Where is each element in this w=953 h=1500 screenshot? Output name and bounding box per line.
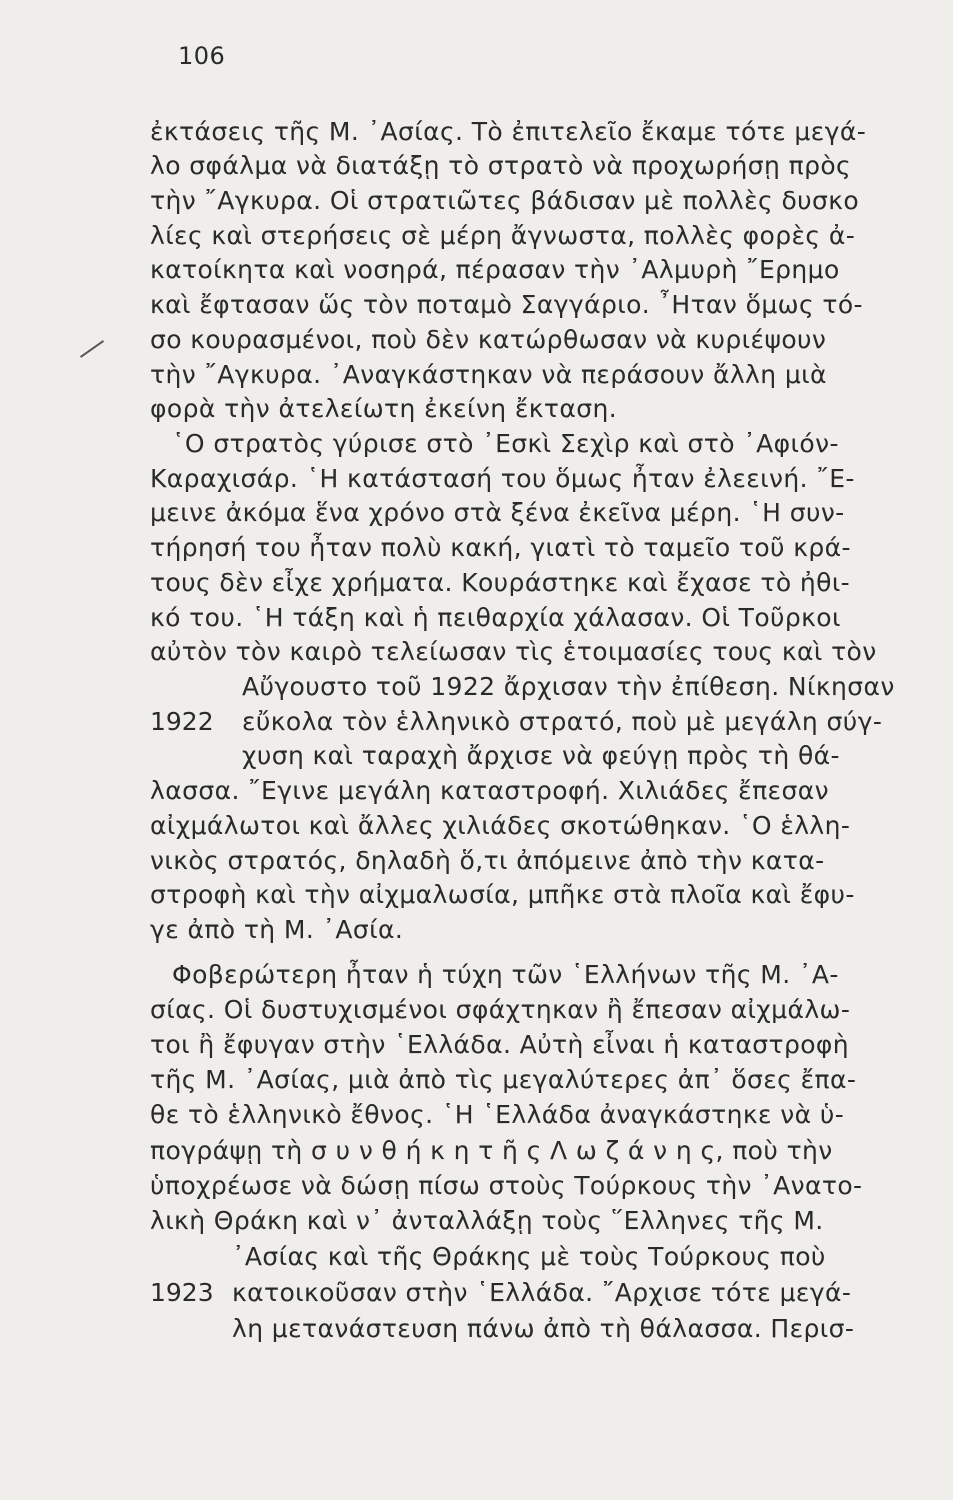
- text-line: κό του. ῾Η τάξη καὶ ἡ πειθαρχία χάλασαν. Οἱ Τοῦρκοι: [150, 603, 841, 632]
- text-line: λικὴ Θράκη καὶ ν᾿ ἀνταλλάξῃ τοὺς ῞Ελληνες τῆς Μ.: [150, 1206, 824, 1235]
- text-line: λο σφάλμα νὰ διατάξῃ τὸ στρατὸ νὰ προχωρήσῃ πρὸς: [150, 151, 852, 180]
- text-line: σίας. Οἱ δυστυχισμένοι σφάχτηκαν ἢ ἔπεσαν αἰχμάλω-: [150, 995, 851, 1024]
- text-line: Φοβερώτερη ἦταν ἡ τύχη τῶν ῾Ελλήνων τῆς Μ. ᾿Α-: [172, 960, 839, 989]
- text-line: θε τὸ ἑλληνικὸ ἔθνος. ῾Η ῾Ελλάδα ἀναγκάστηκε νὰ ὑ-: [150, 1100, 845, 1129]
- text-line: τήρησή του ἦταν πολὺ κακή, γιατὶ τὸ ταμεῖο τοῦ κρά-: [150, 533, 851, 562]
- text-line: σο κουρασμένοι, ποὺ δὲν κατώρθωσαν νὰ κυριέψουν: [150, 325, 827, 354]
- text-line: ἐκτάσεις τῆς Μ. ᾿Ασίας. Τὸ ἐπιτελεῖο ἔκαμε τότε μεγά-: [150, 117, 867, 146]
- margin-year: 1923: [150, 1278, 214, 1307]
- text-line: τοι ἢ ἔφυγαν στὴν ῾Ελλάδα. Αὐτὴ εἶναι ἡ καταστροφὴ: [150, 1030, 850, 1059]
- text-line: μεινε ἀκόμα ἕνα χρόνο στὰ ξένα ἐκεῖνα μέρη. ῾Η συν-: [150, 498, 845, 527]
- text-line: χυση καὶ ταραχὴ ἄρχισε νὰ φεύγῃ πρὸς τὴ θά-: [242, 741, 840, 770]
- margin-year: 1922: [150, 707, 214, 736]
- text-line: τῆς Μ. ᾿Ασίας, μιὰ ἀπὸ τὶς μεγαλύτερες ἀπ᾿ ὅσες ἔπα-: [150, 1065, 857, 1094]
- text-line: λίες καὶ στερήσεις σὲ μέρη ἄγνωστα, πολλὲς φορὲς ἀ-: [150, 221, 856, 250]
- text-line: πογράψῃ τὴ σ υ ν θ ή κ η τ ῆ ς Λ ω ζ ά ν η ς, ποὺ τὴν: [150, 1136, 833, 1165]
- text-line: ᾿Ασίας καὶ τῆς Θράκης μὲ τοὺς Τούρκους ποὺ: [232, 1242, 826, 1271]
- text-line: καὶ ἔφτασαν ὥς τὸν ποταμὸ Σαγγάριο. ῏Ηταν ὅμως τό-: [150, 290, 863, 319]
- text-line: κατοίκητα καὶ νοσηρά, πέρασαν τὴν ᾿Αλμυρὴ ῎Ερημο: [150, 255, 840, 284]
- text-line: ῾Ο στρατὸς γύρισε στὸ ᾿Εσκὶ Σεχὶρ καὶ στὸ ᾿Αφιόν-: [172, 429, 839, 458]
- text-line: λασσα. ῎Εγινε μεγάλη καταστροφή. Χιλιάδες ἔπεσαν: [150, 776, 829, 805]
- page-number: 106: [178, 42, 226, 70]
- text-line: ὑποχρέωσε νὰ δώσῃ πίσω στοὺς Τούρκους τὴν ᾿Ανατο-: [150, 1171, 863, 1200]
- text-line: Αὔγουστο τοῦ 1922 ἄρχισαν τὴν ἐπίθεση. Νίκησαν: [242, 672, 895, 701]
- text-line: γε ἀπὸ τὴ Μ. ᾿Ασία.: [150, 915, 404, 944]
- pencil-mark: [80, 340, 104, 358]
- text-line: φορὰ τὴν ἀτελείωτη ἐκείνη ἔκταση.: [150, 394, 618, 423]
- text-line: νικὸς στρατός, δηλαδὴ ὅ,τι ἀπόμεινε ἀπὸ τὴν κατα-: [150, 846, 825, 875]
- text-line: στροφὴ καὶ τὴν αἰχμαλωσία, μπῆκε στὰ πλοῖα καὶ ἔφυ-: [150, 880, 855, 909]
- text-line: τους δὲν εἶχε χρήματα. Κουράστηκε καὶ ἔχασε τὸ ἠθι-: [150, 568, 851, 597]
- text-line: τὴν ῎Αγκυρα. Οἱ στρατιῶτες βάδισαν μὲ πολλὲς δυσκο: [150, 186, 860, 215]
- text-line: τὴν ῎Αγκυρα. ᾿Αναγκάστηκαν νὰ περάσουν ἄλλη μιὰ: [150, 360, 827, 389]
- text-line: λη μετανάστευση πάνω ἀπὸ τὴ θάλασσα. Περισ-: [232, 1314, 855, 1343]
- text-line: Καραχισάρ. ῾Η κατάστασή του ὅμως ἦταν ἐλεεινή. ῎Ε-: [150, 464, 855, 493]
- text-line: αἰχμάλωτοι καὶ ἄλλες χιλιάδες σκοτώθηκαν. ῾Ο ἑλλη-: [150, 811, 851, 840]
- text-line: κατοικοῦσαν στὴν ῾Ελλάδα. ῎Αρχισε τότε μεγά-: [232, 1278, 852, 1307]
- text-line: αὐτὸν τὸν καιρὸ τελείωσαν τὶς ἑτοιμασίες τους καὶ τὸν: [150, 637, 877, 666]
- text-line: εὔκολα τὸν ἑλληνικὸ στρατό, ποὺ μὲ μεγάλη σύγ-: [242, 707, 883, 736]
